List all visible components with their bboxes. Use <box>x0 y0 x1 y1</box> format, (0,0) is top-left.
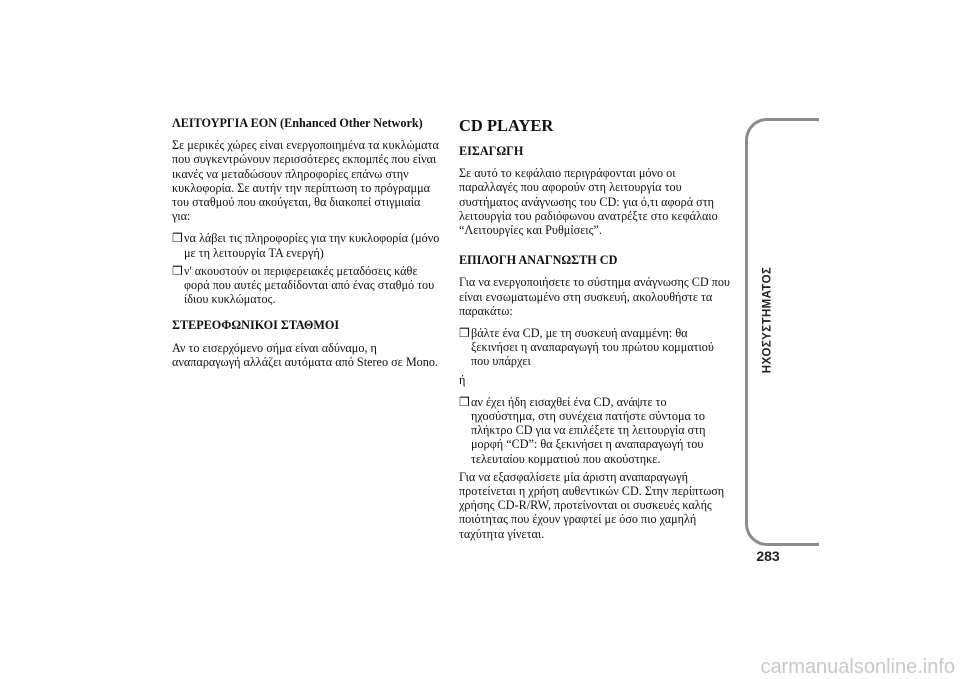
checkbox-bullet-icon: ❒ <box>459 394 470 409</box>
cd-select-paragraph: Για να ενεργοποιήσετε το σύστημα ανάγνωσης CD που είναι ενσωματωμένο στη συσκευή, ακολουθήστε τα παρακάτω: <box>459 275 730 318</box>
watermark: carmanualsonline.info <box>760 656 955 678</box>
quality-paragraph: Για να εξασφαλίσετε μία άριστη αναπαραγωγή προτείνεται η χρήση αυθεντικών CD. Στην περίπτωση χρήσης CD-R/RW, προτείνονται οι συσκευές καλής ποιότητας που έχουν γραφτεί με όσο πιο χαμηλή ταχύτητα γίνεται. <box>459 469 725 541</box>
page-number: 283 <box>756 548 780 564</box>
chapter-tab-label <box>747 230 787 410</box>
checkbox-bullet-icon: ❒ <box>172 263 183 278</box>
stereo-paragraph: Αν το εισερχόμενο σήμα είναι αδύναμο, η αναπαραγωγή αλλάζει αυτόματα από Stereo σε Mono. <box>172 340 439 369</box>
list-item-text: αν έχει ήδη εισαχθεί ένα CD, ανάψτε το ηχοσύστημα, στη συνέχεια πατήστε σύντομα το πλήκτρο CD για να επιλέξετε τη λειτουργία στη μορφή “CD”: θα ξεκινήσει η αναπαραγωγή του τελευταίου κομματιού που ακούστηκε. <box>471 394 706 466</box>
chapter-tab-text: ΗΧΟΣΥΣΤΗΜΑΤΟΣ <box>761 266 774 374</box>
eon-heading: ΛΕΙΤΟΥΡΓΙΑ EON (Enhanced Other Network) <box>172 116 423 130</box>
cd-select-heading: ΕΠΙΛΟΓΗ ΑΝΑΓΝΩΣΤΗ CD <box>459 253 618 268</box>
eon-paragraph: Σε μερικές χώρες είναι ενεργοποιημένα τα κυκλώματα που συγκεντρώνουν περισσότερες εκπομπές που είναι ικανές να μεταδώσουν πληροφορίες επάνω στην κυκλοφορία. Σε αυτήν την περίπτωση το πρόγραμμα του σταθμού που ακούγεται, θα διακοπεί στιγμιαία για: <box>172 138 439 224</box>
list-item <box>172 231 440 259</box>
left-column <box>172 116 440 377</box>
intro-paragraph: Σε αυτό το κεφάλαιο περιγράφονται μόνο οι παραλλαγές που αφορούν στη λειτουργία του συστήματος ανάγνωσης του CD: για ό,τι αφορά στη λειτουργία του ραδιόφωνου ανατρέξτε στο κεφάλαιο “Λειτουργίες και Ρυθμίσεις”. <box>459 166 718 238</box>
list-item <box>172 264 440 307</box>
list-item <box>459 326 731 369</box>
checkbox-bullet-icon: ❒ <box>459 326 470 341</box>
section-title: CD PLAYER <box>459 116 554 135</box>
list-item-text: να λάβει τις πληροφορίες για την κυκλοφορία (μόνο με τη λειτουργία TA ενεργή) <box>184 231 440 260</box>
intro-heading: ΕΙΣΑΓΩΓΗ <box>459 144 524 158</box>
list-item-text: βάλτε ένα CD, με τη συσκευή αναμμένη: θα ξεκινήσει η αναπαραγωγή του πρώτου κομματιού που υπάρχει <box>471 326 714 369</box>
stereo-heading: ΣΤΕΡΕΟΦΩΝΙΚΟΙ ΣΤΑΘΜΟΙ <box>172 318 340 333</box>
checkbox-bullet-icon: ❒ <box>172 231 183 246</box>
or-text: ή <box>459 372 466 387</box>
list-item-text: ν' ακουστούν οι περιφερειακές μεταδόσεις κάθε φορά που αυτές μεταδίδονται από ένας σταθμό του ίδιου κυκλώματος. <box>184 263 435 307</box>
list-item <box>459 395 731 466</box>
right-column <box>459 116 731 549</box>
